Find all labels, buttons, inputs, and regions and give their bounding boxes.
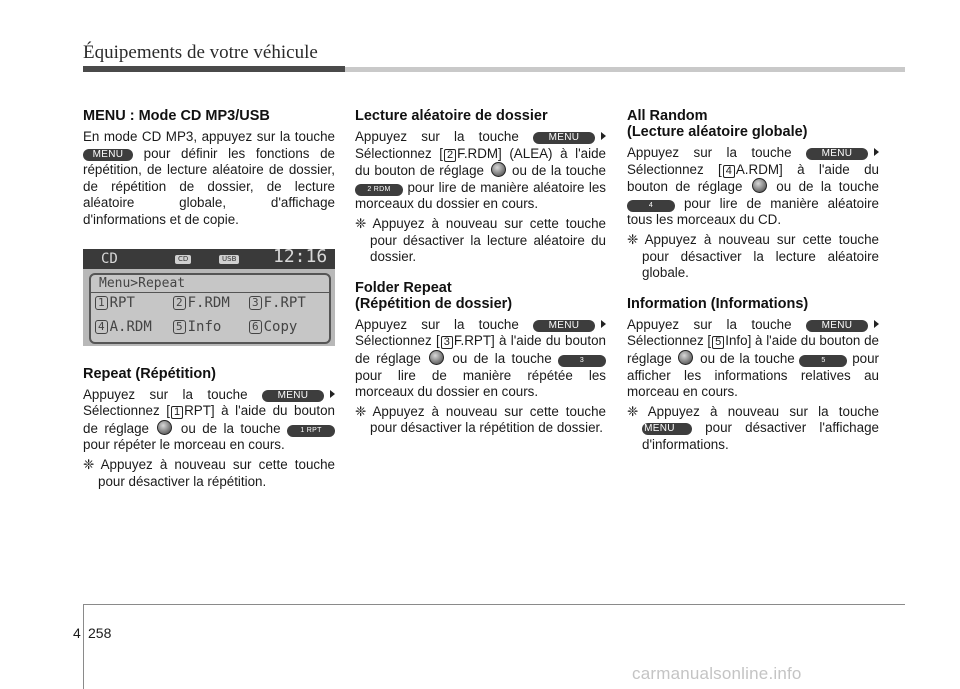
menu-button-icon: MENU xyxy=(806,148,868,160)
paragraph: Appuyez sur la touche MENU Sélectionnez [ 5 Info] à l'aide du bouton de réglage ou de la touche 5 pour afficher les informations relatives au morceau en cours. xyxy=(627,316,879,400)
section-heading: Information (Informations) xyxy=(627,295,809,312)
screen-clock: 12:16 xyxy=(273,245,328,267)
button-4-icon: 4 xyxy=(627,200,675,212)
number-4-icon: 4 xyxy=(723,165,735,178)
section-heading: Lecture aléatoire de dossier xyxy=(355,108,548,124)
screen-source: CD xyxy=(101,250,118,267)
chapter-number: 4 xyxy=(73,625,81,641)
note: ❈ Appuyez à nouveau sur cette touche pour désactiver la répétition. xyxy=(83,456,335,489)
header-rule-accent xyxy=(83,66,345,72)
footer-tick xyxy=(83,604,84,689)
tune-knob-icon xyxy=(752,178,767,193)
screen-menu-panel xyxy=(89,273,331,344)
section-heading: Folder Repeat (Répétition de dossier) xyxy=(355,279,513,312)
cd-display-screen xyxy=(83,245,335,346)
paragraph: Appuyez sur la touche MENU Sélectionnez [ 3 F.RPT] à l'aide du bouton de réglage ou de la touche 3 pour lire de manière répétée les morceaux du dossier en cours. xyxy=(355,316,606,400)
screen-item-info: 5 Info xyxy=(173,319,221,336)
screen-menu-title: Menu>Repeat xyxy=(99,275,186,291)
page-header-title: Équipements de votre véhicule xyxy=(83,42,318,63)
number-5-icon: 5 xyxy=(712,336,724,349)
menu-button-icon: MENU xyxy=(806,320,868,332)
screen-item-rpt: 1 RPT xyxy=(95,295,135,312)
arrow-right-icon xyxy=(874,148,879,156)
arrow-right-icon xyxy=(601,132,606,140)
screen-chip-cd: CD xyxy=(175,255,191,264)
screen-item-copy: 6 Copy xyxy=(249,319,297,336)
column-2 xyxy=(355,108,606,439)
section-heading: Repeat (Répétition) xyxy=(83,365,216,382)
number-3-icon: 3 xyxy=(441,336,453,349)
tune-knob-icon xyxy=(678,350,693,365)
section-heading: All Random (Lecture aléatoire globale) xyxy=(627,108,808,140)
number-2-icon: 2 xyxy=(444,149,456,162)
arrow-right-icon xyxy=(601,320,606,328)
paragraph: Appuyez sur la touche MENU Sélectionnez [ 2 F.RDM] (ALEA) à l'aide du bouton de réglage ou de la touche 2 RDM pour lire de manière aléatoire les morceaux du dossier en cours. xyxy=(355,129,606,212)
button-3-icon: 3 xyxy=(558,355,606,367)
note: ❈ Appuyez à nouveau sur cette touche pour désactiver la lecture aléatoire globale. xyxy=(627,231,879,281)
column-1 xyxy=(83,108,335,492)
menu-button-icon: MENU xyxy=(533,320,595,332)
menu-button-icon: MENU xyxy=(83,149,133,161)
menu-button-icon: MENU xyxy=(642,423,692,435)
note: ❈ Appuyez à nouveau sur la touche MENU pour désactiver l'affichage d'informations. xyxy=(627,403,879,452)
note: ❈ Appuyez à nouveau sur cette touche pour désactiver la répétition de dossier. xyxy=(355,403,606,436)
menu-button-icon: MENU xyxy=(262,390,324,402)
tune-knob-icon xyxy=(157,420,172,435)
column-3 xyxy=(627,108,879,456)
footer-rule xyxy=(83,604,905,605)
screen-chip-usb: USB xyxy=(219,255,239,264)
screen-item-frdm: 2 F.RDM xyxy=(173,295,230,312)
arrow-right-icon xyxy=(874,320,879,328)
paragraph: En mode CD MP3, appuyez sur la touche MENU pour définir les fonctions de répétition, de lecture aléatoire de dossier, de répétition de dossier, de lecture aléatoire globale, d'affichage d'informations et de copie. xyxy=(83,129,335,227)
tune-knob-icon xyxy=(491,162,506,177)
arrow-right-icon xyxy=(330,390,335,398)
screen-item-ardm: 4 A.RDM xyxy=(95,319,152,336)
screen-item-frpt: 3 F.RPT xyxy=(249,295,306,312)
tune-knob-icon xyxy=(429,350,444,365)
section-heading: MENU : Mode CD MP3/USB xyxy=(83,108,270,124)
menu-button-icon: MENU xyxy=(533,132,595,144)
rpt-button-icon: 1 RPT xyxy=(287,425,335,437)
page-number: 258 xyxy=(88,625,112,641)
rdm-button-icon: 2 RDM xyxy=(355,184,403,196)
paragraph: Appuyez sur la touche MENU Sélectionnez [ 1 RPT] à l'aide du bouton de réglage ou de la touche 1 RPT pour répéter le morceau en cours. xyxy=(83,386,335,453)
button-5-icon: 5 xyxy=(799,355,847,367)
number-1-icon: 1 xyxy=(171,406,183,419)
watermark: carmanualsonline.info xyxy=(632,664,802,683)
paragraph: Appuyez sur la touche MENU Sélectionnez [ 4 A.RDM] à l'aide du bouton de réglage ou de la touche 4 pour lire de manière aléatoire tous les morceaux du CD. xyxy=(627,145,879,228)
note: ❈ Appuyez à nouveau sur cette touche pour désactiver la lecture aléatoire du dossier. xyxy=(355,215,606,265)
